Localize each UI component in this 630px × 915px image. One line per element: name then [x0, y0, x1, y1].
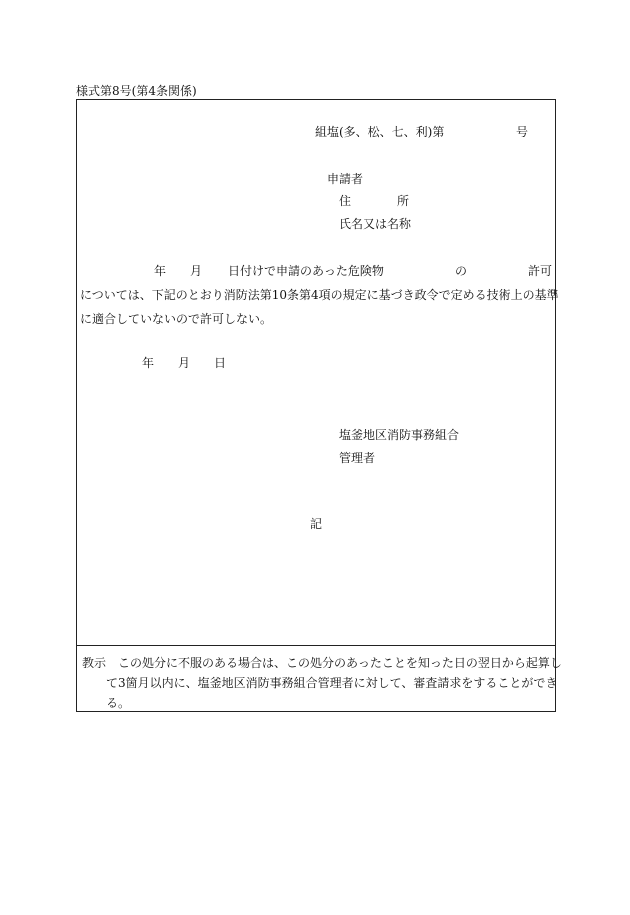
body-date-phrase: 日付けで申請のあった危険物 [228, 264, 384, 278]
notice-divider [76, 645, 556, 646]
document-frame [76, 99, 556, 712]
body-line-2: については、下記のとおり消防法第10条第4項の規定に基づき政令で定める技術上の基準 [80, 288, 559, 302]
body-year-label: 年 [154, 264, 167, 278]
address-label-second-char: 所 [397, 194, 410, 208]
issuer-organization: 塩釜地区消防事務組合 [339, 428, 460, 442]
notice-line-1: この処分に不服のある場合は、この処分のあったことを知った日の翌日から起算し [118, 656, 562, 670]
body-month-label: 月 [190, 264, 203, 278]
applicant-heading: 申請者 [327, 172, 364, 186]
body-line-3: に適合していないので許可しない。 [80, 312, 273, 326]
record-mark: 記 [310, 517, 323, 531]
date-day-label: 日 [214, 356, 227, 370]
form-label: 様式第8号(第4条関係) [76, 84, 197, 98]
notice-line-2: て3箇月以内に、塩釜地区消防事務組合管理者に対して、審査請求をすることができ [106, 676, 558, 690]
date-year-label: 年 [142, 356, 155, 370]
body-particle-no: の [455, 264, 468, 278]
notice-line-3: る。 [106, 696, 131, 710]
body-permit-label: 許可 [528, 264, 553, 278]
issuer-title: 管理者 [339, 451, 376, 465]
name-label: 氏名又は名称 [339, 217, 412, 231]
date-month-label: 月 [178, 356, 191, 370]
address-label-first-char: 住 [339, 194, 352, 208]
document-number-suffix: 号 [516, 125, 529, 139]
notice-label: 教示 [82, 656, 107, 670]
document-number-prefix: 組塩(多、松、七、利)第 [315, 125, 445, 139]
